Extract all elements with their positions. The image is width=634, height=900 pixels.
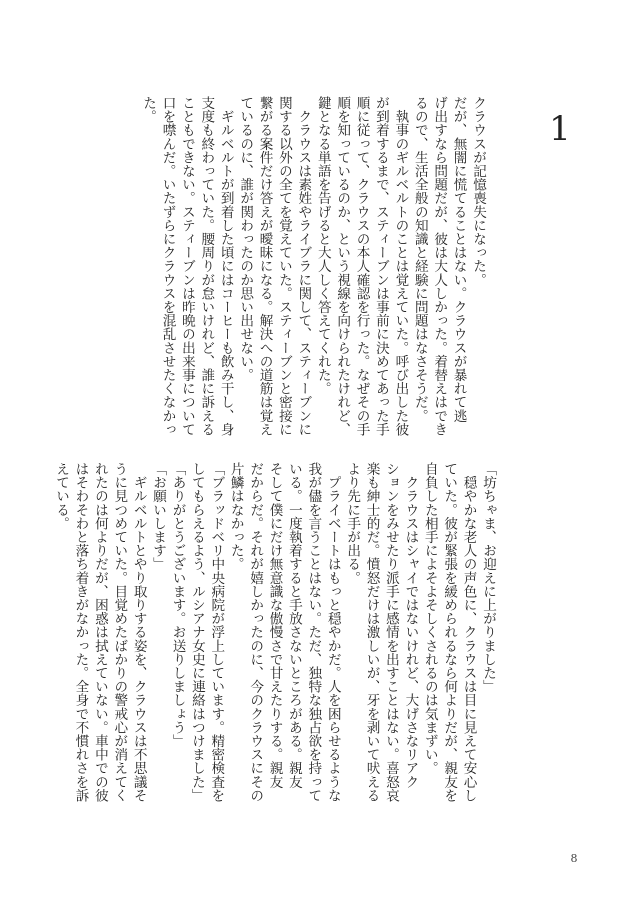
text-line: してもらえるよう、ルシアナ女史に連絡はつけました」: [188, 462, 205, 802]
text-line: だからだ。それが嬉しかったのに、今のクラウスにその: [247, 462, 264, 802]
text-line: 「お願いします」: [150, 462, 167, 571]
text-line: いる。一度執着すると手放さないところがある。親友: [285, 462, 302, 789]
text-line: クラウスはシャイではないけれど、大げさなリアク: [402, 462, 419, 789]
chapter-number: 1: [549, 109, 571, 149]
text-line: 自負した相手によそよそしくされるのは気まずい。: [421, 462, 438, 775]
text-line: ているのに、誰が関わったのか思い出せない。: [237, 96, 254, 382]
text-line: プライベートはもっと穏やかだ。人を困らせるような: [324, 462, 341, 802]
text-line: 片鱗はなかった。: [227, 462, 244, 571]
text-line: 執事のギルベルトのことは覚えていた。呼び出した彼: [392, 96, 409, 436]
text-line: こともできない。スティーブンは昨晩の出来事について: [178, 96, 195, 436]
text-line: ていた。彼が緊張を緩められるなら何よりだが、親友を: [441, 462, 458, 802]
text-line: より先に手が出る。: [344, 462, 361, 585]
text-line: はそわそわと落ち着きがなかった。全身で不慣れさを訴: [72, 462, 89, 802]
text-line: 我が儘を言うことはない。ただ、独特な独占欲を持って: [305, 462, 322, 802]
text-line: うに見つめていた。目覚めたばかりの警戒心が消えてく: [111, 462, 128, 802]
text-line: げ出すなら問題だが、彼は大人しかった。着替えはでき: [431, 96, 448, 436]
text-line: れたのは何よりだが、困惑は拭えていない。車中での彼: [91, 462, 108, 802]
text-line: 支度も終わっていた。腰周りが怠いけれど、誰に訴える: [198, 96, 215, 436]
text-line: 繋がる案件だけ答えが曖昧になる。解決への道筋は覚え: [256, 96, 273, 436]
text-line: ギルベルトとやり取りする姿を、クラウスは不思議そ: [130, 462, 147, 802]
text-line: だが、無闇に慌てることはない。クラウスが暴れて逃: [450, 96, 467, 423]
text-line: 鍵となる単語を告げると大人しく答えてくれた。: [314, 96, 331, 396]
text-line: 口を噤んだ。いたずらにクラウスを混乱させたくなかっ: [159, 96, 176, 436]
text-line: 穏やかな老人の声色に、クラウスは目に見えて安心し: [460, 462, 477, 802]
text-line: 順に従って、クラウスの本人確認を行った。なぜその手: [353, 96, 370, 436]
text-line: ギルベルトが到着した頃にはコーヒーも飲み干し、身: [217, 96, 234, 436]
text-block-bottom: [53, 462, 497, 814]
text-line: そして僕にだけ無意識な傲慢さで甘えたりする。親友: [266, 462, 283, 789]
text-line: クラウスが記憶喪失になった。: [470, 96, 486, 287]
text-line: 順を知っているのか、という視線を向けられたけれど、: [334, 96, 351, 436]
text-line: 「ブラッドベリ中央病院が浮上しています。精密検査を: [208, 462, 225, 802]
text-block-top: [57, 96, 487, 448]
text-line: 「坊ちゃま、お迎えに上がりました」: [480, 462, 496, 694]
text-line: るので、生活全般の知識と経験に問題はなさそうだ。: [411, 96, 428, 423]
text-line: 「ありがとうございます。お送りしましょう」: [169, 462, 186, 748]
text-line: 関する以外の全てを覚えていた。スティーブンと密接に: [275, 96, 292, 436]
text-line: た。: [140, 96, 157, 124]
text-line: ションをみせたり派手に感情を出すことはない。喜怒哀: [382, 462, 399, 802]
text-line: 楽も紳士的だ。憤怒だけは激しいが、牙を剥いて吠える: [363, 462, 380, 802]
text-line: えている。: [53, 462, 70, 530]
page-number: 8: [570, 852, 578, 865]
text-line: クラウスは素姓やライブラに関して、スティーブンに: [295, 96, 312, 436]
text-line: が到着するまで、スティーブンは事前に決めてあった手: [372, 96, 389, 436]
